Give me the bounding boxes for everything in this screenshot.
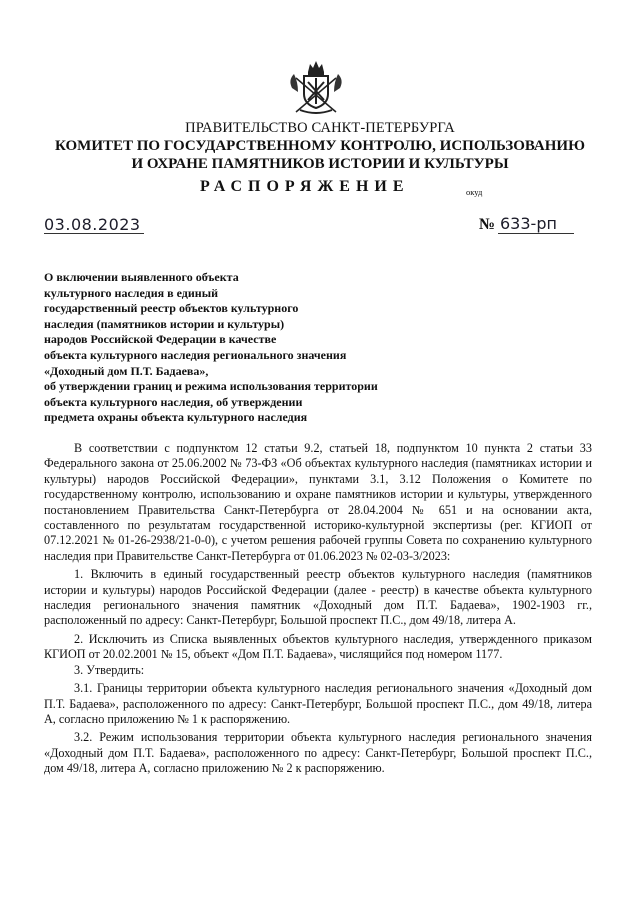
subject-line: «Доходный дом П.Т. Бадаева», <box>44 363 209 378</box>
subject-line: объекта культурного наследия регионального значения <box>44 347 347 362</box>
subject-line: наследия (памятников истории и культуры) <box>44 316 285 331</box>
subject-line: предмета охраны объекта культурного наследия <box>44 410 308 425</box>
committee-title <box>0 137 640 173</box>
clause-3: 3. Утвердить: <box>74 662 145 677</box>
document-number: 633-рп <box>500 214 557 233</box>
number-underline <box>498 233 574 234</box>
number-sign: № <box>479 216 496 233</box>
clause-2: 2. Исключить из Списка выявленных объектов культурного наследия, утвержденного приказом КГИОП от 20.02.2001 № 15, объект «Дом П.Т. Бадаева», числящийся под номером 1177. <box>44 631 592 662</box>
clause-3-2: 3.2. Режим использования территории объекта культурного наследия регионального значения «Доходный дом П.Т. Бадаева», расположенного по адресу: Санкт-Петербург, Большой проспект П.С., дом 49/18, литера А, согласно приложению № 2 к распоряжению. <box>44 730 592 776</box>
committee-title-line1: КОМИТЕТ ПО ГОСУДАРСТВЕННОМУ КОНТРОЛЮ, ИСПОЛЬЗОВАНИЮ <box>55 138 585 154</box>
subject-line: культурного наследия в единый <box>44 285 218 300</box>
subject-line: объекта культурного наследия, об утверждении <box>44 394 303 409</box>
document-type: РАСПОРЯЖЕНИЕ <box>200 178 410 195</box>
clause-1: 1. Включить в единый государственный реестр объектов культурного наследия (памятников истории и культуры) народов Российской Федерации (далее - реестр) в качестве объекта культурного наследия регионального значения памятник «Доходный дом П.Т. Бадаева», 1902-1903 гг., расположенный по адресу: Санкт-Петербург, Большой проспект П.С., дом 49/18, литера А. <box>44 567 592 628</box>
government-title: ПРАВИТЕЛЬСТВО САНКТ-ПЕТЕРБУРГА <box>185 120 455 136</box>
subject-line: народов Российской Федерации в качестве <box>44 332 277 347</box>
subject-line: О включении выявленного объекта <box>44 270 239 284</box>
coat-of-arms-emblem <box>286 58 346 116</box>
committee-title-line2: И ОХРАНЕ ПАМЯТНИКОВ ИСТОРИИ И КУЛЬТУРЫ <box>131 156 509 172</box>
clause-3-1: 3.1. Границы территории объекта культурного наследия регионального значения «Доходный дом П.Т. Бадаева», расположенного по адресу: Санкт-Петербург, Большой проспект П.С., дом 49/18, литера А, согласно приложению № 1 к распоряжению. <box>44 681 592 726</box>
document-body <box>44 441 592 777</box>
preamble-paragraph: В соответствии с подпунктом 12 статьи 9.2, статьей 18, подпунктом 10 пункта 2 статьи 33 Федерального закона от 25.06.2002 № 73-ФЗ «Об объектах культурного наследия (памятниках истории и культуры) народов Российской Федерации», пунктами 3.1, 3.12 Положения о Комитете по государственному контролю, использованию и охране памятников истории и культуры, утвержденного постановлением Правительства Санкт-Петербурга от 28.04.2004 № 651 и на основании акта, составленного по результатам государственной историко-культурной экспертизы (рег. КГИОП от 07.12.2021 № 01-26-2938/21-0-0), с учетом решения рабочей группы Совета по сохранению культурного наследия при Правительстве Санкт-Петербурга от 01.06.2023 № 02-03-3/2023: <box>44 441 592 563</box>
subject-line: об утверждении границ и режима использования территории <box>44 379 378 394</box>
document-subject <box>44 270 444 426</box>
okud-label: окуд <box>466 187 483 197</box>
subject-line: государственный реестр объектов культурного <box>44 301 299 316</box>
date-underline <box>44 233 144 234</box>
document-date: 03.08.2023 <box>44 215 141 234</box>
